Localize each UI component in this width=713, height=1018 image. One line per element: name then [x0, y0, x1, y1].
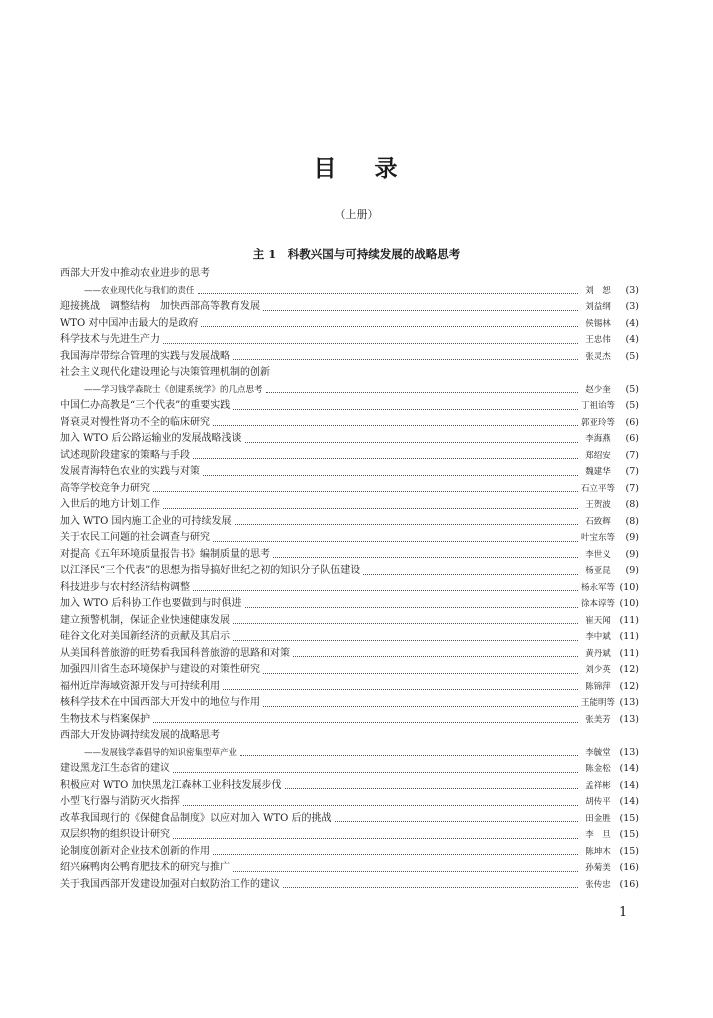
toc-entry-page: (11) [619, 647, 639, 659]
toc-entry-title: 关于农民工问题的社会调查与研究 [60, 532, 210, 543]
toc-entry[interactable] [60, 415, 639, 432]
toc-entry[interactable] [60, 761, 639, 778]
toc-entry[interactable] [60, 877, 639, 894]
toc-entry-title: 硅谷文化对美国新经济的贡献及其启示 [60, 631, 230, 642]
toc-entry-author: 孙菊美 [585, 863, 611, 873]
toc-entry-title: WTO 对中国冲击最大的是政府 [60, 317, 199, 329]
toc-entry-author: 王忠伟 [585, 335, 611, 345]
toc-entry-title: 我国海岸带综合管理的实践与发展战略 [60, 350, 230, 362]
toc-entry-title: 改革我国现行的《保健食品制度》以应对加入 WTO 后的挑战 [60, 812, 332, 824]
dot-leader [201, 326, 578, 327]
toc-entry[interactable] [60, 662, 639, 679]
toc-entry-title: 以江泽民“三个代表”的思想为指导搞好世纪之初的知识分子队伍建设 [60, 565, 361, 576]
toc-entry-title: ——发展钱学森倡导的知识密集型草产业 [84, 747, 238, 758]
toc-entry-title: 科学技术与先进生产力 [60, 334, 160, 345]
toc-entry[interactable] [60, 596, 639, 613]
toc-entry-page: (11) [619, 614, 639, 626]
toc-entry-title: 社会主义现代化建设理论与决策管理机制的创新 [60, 367, 270, 378]
toc-entry-title: 迎接挑战 调整结构 加快西部高等教育发展 [60, 301, 260, 312]
volume-subtitle: （上册） [334, 208, 379, 221]
toc-entry-title: 福州近岸海域资源开发与可持续利用 [60, 680, 220, 692]
toc-entry[interactable] [60, 497, 639, 514]
toc-entry-page: (7) [625, 449, 639, 461]
dot-leader [263, 706, 578, 707]
toc-entry-page: (8) [625, 515, 639, 527]
toc-entry-author: 李中斌 [585, 632, 611, 642]
toc-entry-page: (5) [625, 383, 639, 395]
toc-entry-author: 石立平等 [580, 483, 615, 494]
toc-entry[interactable] [60, 266, 639, 283]
toc-entry-title: 加入 WTO 后科协工作也要做到与时俱进 [60, 598, 242, 609]
toc-entry-author: 侯锡林 [585, 318, 611, 329]
toc-entry[interactable] [60, 827, 639, 844]
dot-leader [173, 772, 578, 773]
toc-entry-page: (12) [619, 664, 639, 675]
toc-entry-page: (12) [619, 680, 639, 692]
toc-entry-page: (15) [619, 845, 639, 857]
toc-entry-title: 建立预警机制，保证企业快速健康发展 [60, 614, 230, 626]
toc-entry-title: 对提高《五年环境质量报告书》编制质量的思考 [60, 548, 270, 560]
toc-entry[interactable] [60, 382, 639, 399]
toc-entry[interactable] [60, 365, 639, 382]
toc-entry[interactable] [60, 778, 639, 795]
toc-entry[interactable] [60, 679, 639, 696]
toc-entry-page: (9) [625, 532, 639, 543]
toc-entry-author: 李海燕 [585, 434, 611, 444]
toc-entry-title: 加入 WTO 国内施工企业的可持续发展 [60, 515, 232, 527]
dot-leader [335, 821, 578, 822]
toc-entry-page: (3) [625, 301, 639, 312]
toc-entry-author: 郭亚玲等 [580, 417, 615, 428]
dot-leader [233, 623, 578, 624]
toc-entry-author: 杨永军等 [580, 582, 615, 593]
toc-entry-title: 肾衰灵对慢性肾功不全的临床研究 [60, 416, 210, 428]
toc-entry-title: 高等学校竞争力研究 [60, 482, 150, 494]
dot-leader [213, 541, 578, 542]
toc-entry-page: (14) [619, 796, 639, 807]
toc-entry[interactable] [60, 398, 639, 415]
toc-entry-page: (9) [625, 548, 639, 560]
toc-entry-author: 陈金松 [585, 764, 611, 774]
toc-entry[interactable] [60, 547, 639, 564]
toc-entry-author: 孟祥彬 [585, 780, 611, 791]
toc-entry[interactable] [60, 811, 639, 828]
toc-entry-page: (5) [625, 400, 639, 411]
dot-leader [233, 871, 578, 872]
toc-entry-page: (14) [619, 763, 639, 774]
dot-leader [245, 442, 578, 443]
dot-leader [293, 656, 578, 657]
toc-entry-page: (3) [625, 284, 639, 296]
toc-entry-title: ——学习钱学森院士《创建系统学》的几点思考 [84, 384, 263, 395]
toc-entry-page: (6) [625, 433, 639, 444]
dot-leader [173, 838, 578, 839]
toc-entry-title: 加强四川省生态环境保护与建设的对策性研究 [60, 664, 260, 675]
toc-entry-title: 双层织物的组织设计研究 [60, 829, 170, 840]
toc-entry-page: (8) [625, 499, 639, 510]
toc-entry-page: (9) [625, 565, 639, 576]
toc-entry-author: 陈锦萍 [585, 681, 611, 692]
toc-entry-title: 核科学技术在中国西部大开发中的地位与作用 [60, 697, 260, 708]
toc-entry-author: 王贺波 [585, 500, 611, 510]
toc-entry-title: 积极应对 WTO 加快黑龙江森林工业科技发展步伐 [60, 779, 282, 791]
toc-entry-page: (7) [625, 466, 639, 477]
toc-entry-page: (6) [625, 416, 639, 428]
toc-entry-title: 建设黑龙江生态省的建议 [60, 763, 170, 774]
toc-entry-author: 陈坤木 [585, 846, 611, 857]
toc-entry-title: 试述现阶段建家的策略与手段 [60, 449, 190, 461]
toc-entry-page: (7) [625, 482, 639, 494]
toc-entry-title: 西部大开发协调持续发展的战略思考 [60, 730, 220, 741]
toc-entry[interactable] [60, 299, 639, 316]
toc-entry-title: 关于我国西部开发建设加强对白蚁防治工作的建议 [60, 878, 280, 890]
page-title: 目 录 [313, 155, 400, 182]
toc-entry[interactable] [60, 695, 639, 712]
toc-list [60, 266, 639, 893]
toc-entry-page: (13) [619, 713, 639, 725]
toc-entry-author: 李毓堂 [585, 747, 611, 758]
toc-entry-author: 徐本谆等 [580, 599, 615, 609]
toc-entry-author: 魏建华 [585, 467, 611, 477]
toc-entry-page: (13) [619, 746, 639, 758]
toc-entry[interactable] [60, 794, 639, 811]
toc-entry[interactable] [60, 646, 639, 663]
dot-leader [163, 343, 578, 344]
toc-entry-author: 刘 恕 [585, 285, 611, 296]
toc-entry-title: 绍兴麻鸭肉公鸭育肥技术的研究与推广 [60, 862, 230, 873]
toc-entry[interactable] [60, 481, 639, 498]
toc-entry-title: 生物技术与档案保护 [60, 713, 150, 725]
toc-entry-author: 杨亚昆 [585, 566, 611, 576]
toc-entry[interactable] [60, 860, 639, 877]
dot-leader [273, 557, 578, 558]
toc-entry-title: 科技进步与农村经济结构调整 [60, 581, 190, 593]
dot-leader [223, 689, 578, 690]
toc-entry-title: 小型飞行器与消防灭火指挥 [60, 796, 180, 807]
toc-entry[interactable] [60, 728, 639, 745]
dot-leader [263, 673, 578, 674]
toc-entry-page: (4) [625, 317, 639, 329]
toc-entry-title: 论制度创新对企业技术创新的作用 [60, 845, 210, 857]
toc-entry-author: 黄丹斌 [585, 648, 611, 659]
page-number: 1 [619, 905, 628, 920]
toc-entry-page: (4) [625, 334, 639, 345]
toc-entry-page: (11) [619, 631, 639, 642]
toc-entry-title: 中国仁办高教是“三个代表”的重要实践 [60, 400, 231, 411]
dot-leader [266, 392, 578, 393]
toc-entry-title: 发展青海特色农业的实践与对策 [60, 466, 200, 477]
dot-leader [213, 425, 578, 426]
dot-leader [233, 359, 578, 360]
dot-leader [240, 755, 578, 756]
toc-entry-title: 加入 WTO 后公路运输业的发展战略浅谈 [60, 433, 242, 444]
dot-leader [163, 508, 578, 509]
toc-entry-page: (14) [619, 779, 639, 791]
toc-entry-title: 从美国科普旅游的旺势看我国科普旅游的思路和对策 [60, 647, 290, 659]
toc-entry[interactable] [60, 431, 639, 448]
dot-leader [183, 805, 578, 806]
dot-leader [193, 590, 578, 591]
toc-entry-title: ——农业现代化与我们的责任 [84, 285, 195, 296]
toc-entry-page: (15) [619, 812, 639, 824]
toc-entry-page: (16) [619, 878, 639, 890]
toc-entry-author: 张美芳 [585, 714, 611, 725]
toc-entry[interactable] [60, 629, 639, 646]
toc-entry-page: (16) [619, 862, 639, 873]
toc-entry-author: 王能明等 [580, 698, 615, 708]
toc-entry-title: 西部大开发中推动农业进步的思考 [60, 268, 210, 279]
dot-leader [198, 293, 578, 294]
section-heading: 主 1 科教兴国与可持续发展的战略思考 [252, 247, 461, 261]
toc-entry[interactable] [60, 745, 639, 762]
toc-entry[interactable] [60, 332, 639, 349]
toc-entry-page: (15) [619, 829, 639, 840]
dot-leader [153, 722, 578, 723]
dot-leader [245, 607, 578, 608]
dot-leader [235, 524, 578, 525]
toc-entry[interactable] [60, 613, 639, 630]
toc-entry-page: (5) [625, 350, 639, 362]
toc-entry-author: 石致辉 [585, 516, 611, 527]
toc-entry[interactable] [60, 514, 639, 531]
toc-entry-author: 张传忠 [585, 879, 611, 890]
toc-entry-author: 田金胜 [585, 813, 611, 824]
toc-entry-author: 张灵杰 [585, 351, 611, 362]
toc-entry-author: 刘少英 [585, 665, 611, 675]
dot-leader [153, 491, 578, 492]
toc-entry-author: 赵少奎 [585, 384, 611, 395]
dot-leader [233, 640, 578, 641]
toc-entry-page: (10) [619, 598, 639, 609]
toc-entry[interactable] [60, 316, 639, 333]
toc-entry-author: 郑绍安 [585, 450, 611, 461]
toc-entry-author: 李世义 [585, 549, 611, 560]
toc-entry[interactable] [60, 530, 639, 547]
dot-leader [203, 475, 578, 476]
dot-leader [263, 310, 578, 311]
toc-entry[interactable] [60, 844, 639, 861]
toc-entry[interactable] [60, 349, 639, 366]
toc-entry-author: 丁祖诒等 [580, 401, 615, 411]
toc-entry[interactable] [60, 283, 639, 300]
toc-entry[interactable] [60, 563, 639, 580]
dot-leader [363, 574, 578, 575]
toc-entry-author: 胡传平 [585, 797, 611, 807]
dot-leader [213, 854, 578, 855]
toc-entry[interactable] [60, 712, 639, 729]
dot-leader [285, 788, 578, 789]
toc-entry-title: 入世后的地方计划工作 [60, 499, 160, 510]
dot-leader [193, 458, 578, 459]
toc-entry-author: 叶宝东等 [580, 533, 615, 543]
toc-entry-page: (13) [619, 697, 639, 708]
toc-entry[interactable] [60, 464, 639, 481]
toc-entry[interactable] [60, 580, 639, 597]
dot-leader [233, 409, 578, 410]
dot-leader [283, 887, 578, 888]
toc-entry-page: (10) [619, 581, 639, 593]
toc-entry[interactable] [60, 448, 639, 465]
toc-entry-author: 崔天闻 [585, 615, 611, 626]
toc-entry-author: 李 旦 [585, 830, 611, 840]
toc-entry-author: 刘益纲 [585, 302, 611, 312]
